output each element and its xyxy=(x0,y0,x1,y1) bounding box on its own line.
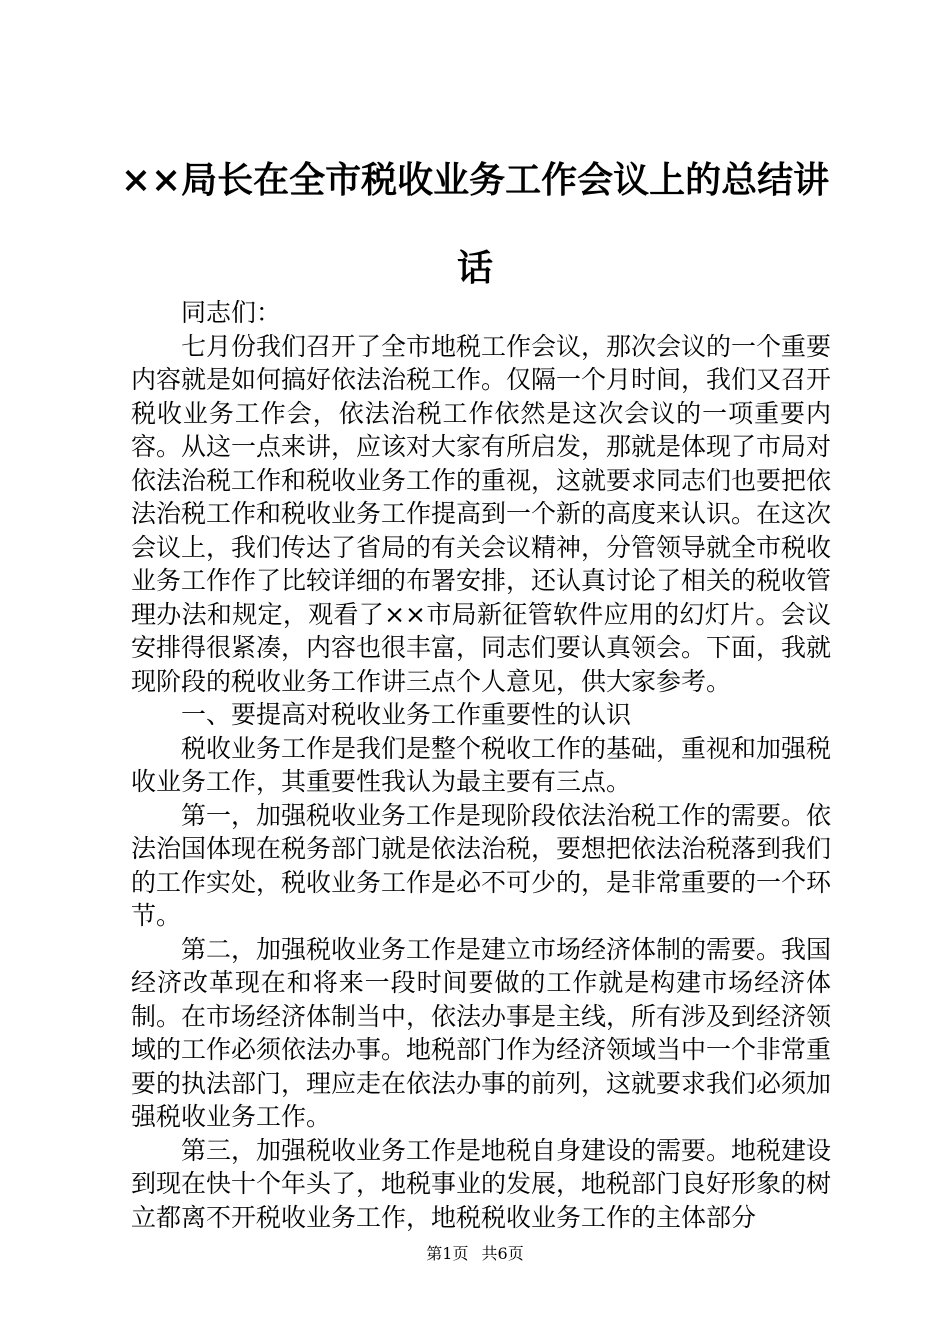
paragraph: 第二，加强税收业务工作是建立市场经济体制的需要。我国经济改革现在和将来一段时间要做的工作就是构建市场经济体制。在市场经济体制当中，依法办事是主线，所有涉及到经济领域的工作必须依法办事。地税部门作为经济领域当中一个非常重要的执法部门，理应走在依法办事的前列，这就要求我们必须加强税收业务工作。 xyxy=(131,934,832,1131)
document-title-line-1: ××局长在全市税收业务工作会议上的总结讲 xyxy=(120,159,830,201)
paragraph-intro: 七月份我们召开了全市地税工作会议，那次会议的一个重要内容就是如何搞好依法治税工作。仅隔一个月时间，我们又召开税收业务工作会，依法治税工作依然是这次会议的一项重要内容。从这一点来讲，应该对大家有所启发，那就是体现了市局对依法治税工作和税收业务工作的重视，这就要求同志们也要把依法治税工作和税收业务工作提高到一个新的高度来认识。在这次会议上，我们传达了省局的有关会议精神，分管领导就全市税收业务工作作了比较详细的布署安排，还认真讨论了相关的税收管理办法和规定，观看了××市局新征管软件应用的幻灯片。会议安排得很紧凑，内容也很丰富，同志们要认真领会。下面，我就现阶段的税收业务工作讲三点个人意见，供大家参考。 xyxy=(131,331,832,696)
paragraph: 第一，加强税收业务工作是现阶段依法治税工作的需要。依法治国体现在税务部门就是依法治税，要想把依法治税落到我们的工作实处，税收业务工作是必不可少的，是非常重要的一个环节。 xyxy=(131,800,832,930)
salutation: 同志们： xyxy=(181,298,282,327)
document-title-line-2: 话 xyxy=(456,247,493,289)
page-total: 共6页 xyxy=(481,1244,524,1263)
paragraph: 税收业务工作是我们是整个税收工作的基础，重视和加强税收业务工作，其重要性我认为最主要有三点。 xyxy=(131,733,832,796)
section-heading-1: 一、要提高对税收业务工作重要性的认识 xyxy=(181,700,632,729)
page-number: 第1页 xyxy=(426,1244,469,1263)
page-footer xyxy=(0,1243,950,1265)
document-body xyxy=(131,296,831,1234)
paragraph: 第三，加强税收业务工作是地税自身建设的需要。地税建设到现在快十个年头了，地税事业的发展，地税部门良好形象的树立都离不开税收业务工作，地税税收业务工作的主体部分 xyxy=(131,1135,832,1232)
